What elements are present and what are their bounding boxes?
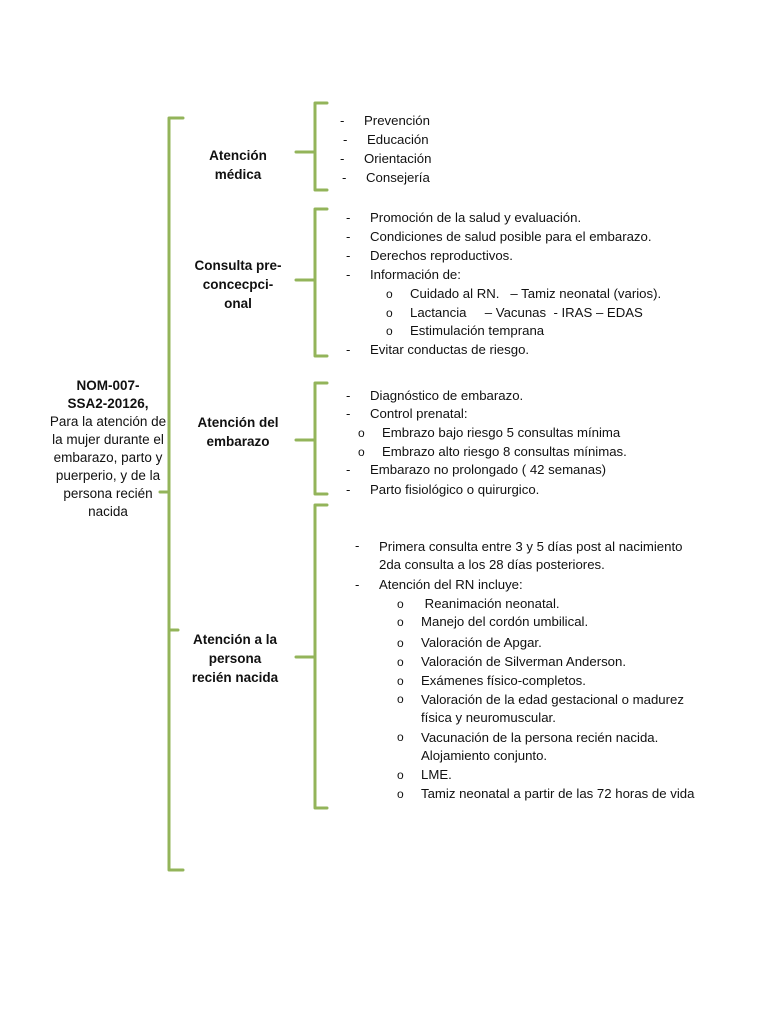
sub-list-item: o Valoración de Silverman Anderson. (397, 654, 627, 669)
list-item: - Información de: (346, 267, 461, 282)
sub-list-item: o Tamiz neonatal a partir de las 72 horas de vida (397, 786, 695, 801)
list-item: - Atención del RN incluye: (355, 577, 523, 592)
list-item: - Promoción de la salud y evaluación. (346, 210, 582, 225)
sub-list-item: o Manejo del cordón umbilical. (397, 614, 589, 629)
branch-label-atencion-medica: Atención médica (209, 148, 267, 182)
root-label (48, 377, 168, 521)
branch-label-consulta-preconcepcional: Consulta pre- concecpci- onal (194, 258, 282, 311)
sub-list-item: o Vacunación de la persona recién nacida. Alojamiento conjunto. (397, 730, 659, 763)
list-item: - Condiciones de salud posible para el embarazo. (346, 229, 652, 244)
list-item: - Evitar conductas de riesgo. (346, 342, 530, 357)
root-title: NOM-007- SSA2-20126, (67, 378, 149, 411)
list-item: - Embarazo no prolongado ( 42 semanas) (346, 462, 607, 477)
list-item: - Control prenatal: (346, 406, 468, 421)
sub-list-item: o Lactancia – Vacunas - IRAS – EDAS (386, 305, 643, 320)
list-item: - Derechos reproductivos. (346, 248, 513, 263)
sub-list-item: o Valoración de la edad gestacional o madurez física y neuromuscular. (397, 692, 684, 725)
list-item: - Diagnóstico de embarazo. (346, 388, 524, 403)
sub-list-item: o Cuidado al RN. – Tamiz neonatal (varios). (386, 286, 662, 301)
list-item: - Consejería (342, 170, 430, 185)
list-item: - Prevención (340, 113, 430, 128)
sub-list-item: o Embrazo alto riesgo 8 consultas mínimas. (358, 444, 627, 459)
list-item: - Orientación (340, 151, 432, 166)
list-item: - Educación (343, 132, 429, 147)
root-subtitle: Para la atención de la mujer durante el embarazo, parto y puerperio, y de la persona recién nacida (49, 414, 167, 519)
list-item: - Parto fisiológico o quirurgico. (346, 482, 540, 497)
sub-list-item: o LME. (397, 767, 452, 782)
branch-label-atencion-embarazo: Atención del embarazo (197, 415, 279, 449)
bracket-atencion-embarazo (296, 383, 327, 494)
branch-label-atencion-recien-nacida: Atención a la persona recién nacida (191, 632, 279, 685)
sub-list-item: o Exámenes físico-completos. (397, 673, 586, 688)
sub-list-item: o Estimulación temprana (386, 323, 545, 338)
bracket-consulta-preconcepcional (296, 209, 327, 356)
sub-list-item: o Reanimación neonatal. (397, 596, 560, 611)
list-item: - Primera consulta entre 3 y 5 días post al nacimiento 2da consulta a los 28 días posteriores. (355, 538, 683, 572)
sub-list-item: o Embrazo bajo riesgo 5 consultas mínima (358, 425, 621, 440)
sub-list-item: o Valoración de Apgar. (397, 635, 542, 650)
bracket-atencion-recien-nacida (296, 505, 327, 808)
bracket-atencion-medica (296, 103, 327, 190)
